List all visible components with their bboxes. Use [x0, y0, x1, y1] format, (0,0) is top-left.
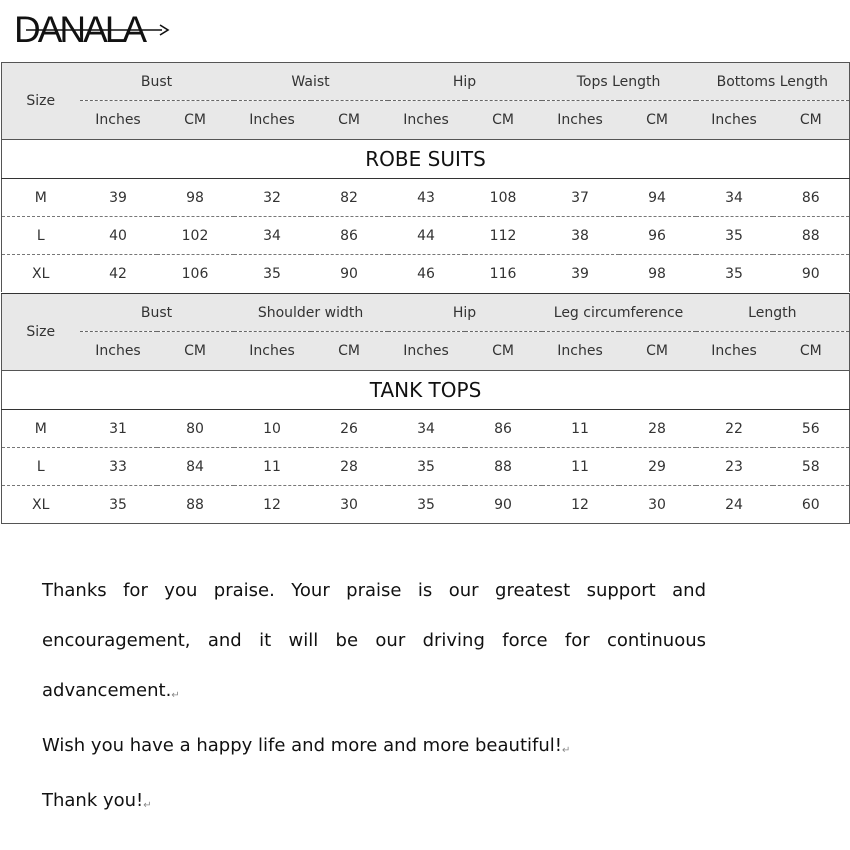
message-text: Thank you! [42, 790, 144, 811]
value-cell: 28 [311, 448, 388, 486]
group-header-shoulder-width: Shoulder width [234, 294, 388, 332]
message-paragraph [42, 776, 706, 831]
value-cell: 43 [388, 179, 465, 217]
value-cell: 11 [542, 448, 619, 486]
table-row [2, 410, 850, 448]
group-header-hip: Hip [388, 294, 542, 332]
value-cell: 116 [489, 265, 517, 282]
unit-header-inches: Inches [234, 101, 311, 140]
group-header-leg-circumference: Leg circumference [542, 294, 696, 332]
value-cell: 35 [417, 496, 435, 513]
table-row [2, 486, 850, 524]
value-cell: 37 [542, 179, 619, 217]
value-cell: 34 [388, 410, 465, 448]
unit-header-cm: CM [311, 101, 388, 140]
table-row [2, 217, 850, 255]
value-cell: 22 [696, 410, 773, 448]
value-cell: 10 [234, 410, 311, 448]
value-cell: 98 [648, 265, 666, 282]
value-cell: 29 [619, 448, 696, 486]
message-paragraph [42, 566, 706, 721]
value-cell: 88 [773, 217, 850, 255]
unit-header-inches: Inches [234, 332, 311, 371]
size-cell: XL [32, 496, 50, 513]
value-cell: 35 [263, 265, 281, 282]
value-cell: 94 [619, 179, 696, 217]
value-cell: 90 [801, 265, 820, 282]
value-cell: 80 [157, 410, 234, 448]
value-cell: 102 [157, 217, 234, 255]
value-cell: 12 [263, 496, 281, 513]
section-title-robe-suits: ROBE SUITS [2, 140, 850, 179]
value-cell: 11 [542, 410, 619, 448]
value-cell: 34 [696, 179, 773, 217]
unit-header-inches: Inches [388, 332, 465, 371]
value-cell: 32 [234, 179, 311, 217]
value-cell: 35 [725, 265, 743, 282]
size-column-header: Size [2, 63, 80, 140]
value-cell: 46 [417, 265, 435, 282]
unit-header-inches: Inches [696, 332, 773, 371]
value-cell: 108 [465, 179, 542, 217]
value-cell: 38 [542, 217, 619, 255]
table-row [2, 255, 850, 293]
value-cell: 39 [80, 179, 157, 217]
value-cell: 106 [181, 265, 209, 282]
group-header-tops-length: Tops Length [542, 63, 696, 101]
table-row [2, 179, 850, 217]
unit-header-inches: Inches [542, 101, 619, 140]
value-cell: 28 [619, 410, 696, 448]
value-cell: 60 [801, 496, 820, 513]
value-cell: 33 [80, 448, 157, 486]
return-mark: ↵ [171, 690, 180, 701]
size-column-header: Size [2, 294, 80, 371]
value-cell: 35 [388, 448, 465, 486]
value-cell: 84 [157, 448, 234, 486]
unit-header-inches: Inches [80, 101, 157, 140]
group-header-bust: Bust [80, 63, 234, 101]
value-cell: 35 [696, 217, 773, 255]
value-cell: 30 [340, 496, 358, 513]
unit-header-inches: Inches [80, 332, 157, 371]
value-cell: 90 [340, 265, 358, 282]
unit-header-cm: CM [773, 101, 850, 140]
value-cell: 86 [773, 179, 850, 217]
value-cell: 90 [494, 496, 512, 513]
unit-header-cm: CM [311, 332, 388, 371]
value-cell: 23 [696, 448, 773, 486]
value-cell: 58 [773, 448, 850, 486]
value-cell: 96 [619, 217, 696, 255]
tank-tops-size-chart [1, 293, 850, 524]
group-header-bust: Bust [80, 294, 234, 332]
unit-header-cm: CM [619, 332, 696, 371]
value-cell: 88 [186, 496, 204, 513]
table-row [2, 448, 850, 486]
value-cell: 86 [311, 217, 388, 255]
value-cell: 39 [571, 265, 589, 282]
value-cell: 40 [80, 217, 157, 255]
value-cell: 35 [109, 496, 127, 513]
size-cell: L [2, 448, 80, 486]
value-cell: 11 [234, 448, 311, 486]
value-cell: 31 [80, 410, 157, 448]
unit-header-cm: CM [773, 332, 850, 371]
size-cell: XL [32, 265, 50, 282]
robe-suits-size-chart [1, 62, 850, 292]
return-mark: ↵ [143, 800, 152, 811]
value-cell: 44 [388, 217, 465, 255]
unit-header-cm: CM [157, 332, 234, 371]
unit-header-cm: CM [465, 332, 542, 371]
value-cell: 30 [648, 496, 666, 513]
logo-wordmark: DANALA [14, 9, 145, 48]
value-cell: 24 [725, 496, 743, 513]
group-header-length: Length [696, 294, 850, 332]
message-text: Wish you have a happy life and more and more beautiful! [42, 735, 562, 756]
unit-header-inches: Inches [542, 332, 619, 371]
return-mark: ↵ [561, 745, 571, 756]
unit-header-cm: CM [465, 101, 542, 140]
group-header-waist: Waist [234, 63, 388, 101]
unit-header-cm: CM [619, 101, 696, 140]
unit-header-inches: Inches [388, 101, 465, 140]
size-cell: M [2, 410, 80, 448]
unit-header-cm: CM [157, 101, 234, 140]
value-cell: 42 [109, 265, 127, 282]
message-paragraph [42, 721, 706, 776]
section-title-tank-tops: TANK TOPS [2, 371, 850, 410]
message-text: Thanks for you praise. Your praise is our greatest support and encouragement, and it will be our driving force for continuous advancement. [42, 580, 706, 701]
value-cell: 88 [465, 448, 542, 486]
unit-header-inches: Inches [696, 101, 773, 140]
size-cell: M [2, 179, 80, 217]
value-cell: 56 [773, 410, 850, 448]
value-cell: 112 [465, 217, 542, 255]
group-header-bottoms-length: Bottoms Length [696, 63, 850, 101]
value-cell: 86 [465, 410, 542, 448]
thank-you-message [42, 566, 706, 831]
danala-logo [12, 8, 172, 48]
size-cell: L [2, 217, 80, 255]
value-cell: 26 [311, 410, 388, 448]
value-cell: 34 [234, 217, 311, 255]
group-header-hip: Hip [388, 63, 542, 101]
value-cell: 12 [571, 496, 589, 513]
value-cell: 98 [157, 179, 234, 217]
value-cell: 82 [311, 179, 388, 217]
